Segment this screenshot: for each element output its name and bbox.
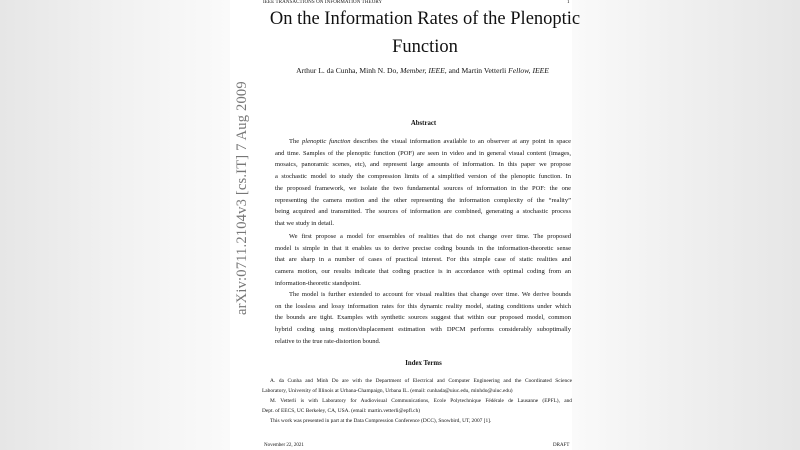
abstract-line: information-theoretic standpoint.: [275, 279, 361, 287]
abstract-line: relative to the true rate-distortion bound.: [275, 337, 381, 345]
abstract-line: the bounds are tight. Examples with synthetic sources suggest that within our proposed model, common: [275, 314, 571, 322]
paper-title-line-1: On the Information Rates of the Plenoptic: [269, 9, 581, 29]
abstract-line: the proposed framework, we isolate the two fundamental sources of information in the POF: the one: [275, 184, 571, 192]
author-names: Arthur L. da Cunha, Minh N. Do,: [296, 66, 399, 75]
footer-status: DRAFT: [553, 443, 570, 448]
footnote-line: This work was presented in part at the Data Compression Conference (DCC), Snowbird, UT, 2007 [1].: [270, 418, 492, 424]
abstract-heading: Abstract: [410, 120, 437, 127]
abstract-line: hybrid coding using motion/displacement estimation with DPCM performs considerably suboptimally: [275, 326, 571, 334]
abstract-line: that are sharp in a number of cases of practical interest. For this simple case of static realities and: [275, 256, 571, 264]
abstract-line: and time. Samples of the plenoptic function (POF) are seen in video and in general visual content (images,: [275, 149, 571, 157]
author-fellow: Fellow, IEEE: [508, 66, 549, 75]
abstract-line: We first propose a model for ensembles of realities that do not change over time. The proposed: [289, 233, 571, 240]
background-left: [0, 0, 230, 450]
footnote-line: Dept. of EECS, UC Berkeley, CA, USA. (email: martin.vetterli@epfl.ch): [262, 407, 421, 414]
authors: [230, 66, 615, 75]
abstract-line: mosaics, panoramic scenes, etc), and represent large amounts of information. In this paper we propose: [275, 161, 571, 169]
footer-date: November 22, 2021: [264, 443, 304, 448]
footnote-line: Laboratory, University of Illinois at Urbana-Champaign, Urbana IL. (email: cunhada@uiuc.edu, minhdo@uiuc.edu): [262, 387, 513, 394]
footnote-line: A. da Cunha and Minh Do are with the Department of Electrical and Computer Engineering and the Coordinated Science: [270, 378, 572, 384]
running-header: IEEE TRANSACTIONS ON INFORMATION THEORY: [263, 0, 383, 5]
abstract-line: a stochastic model to study the compression limits of a simplified version of the plenoptic function. In: [275, 173, 571, 181]
author-and: and Martin Vetterli: [448, 66, 507, 75]
abstract-line: model is simple in that it enables us to derive precise coding bounds in the information-theoretic sense: [275, 244, 571, 252]
abstract-line: The plenoptic function describes the visual information available to an observer at any point in space: [289, 138, 571, 145]
abstract-line: that we study in detail.: [275, 219, 335, 227]
abstract-line: camera motion, our results indicate that coding practice is in accordance with optimal coding from an: [275, 268, 571, 276]
abstract-line: being acquired and transmitted. The sources of information are combined, generating a stochastic process: [275, 208, 571, 216]
footnote-line: M. Vetterli is with Laboratory for Audiovisual Communications, Ecole Polytechnique Fédérale de Lausanne (EPFL), and: [270, 398, 572, 404]
paper-title-line-2: Function: [392, 37, 458, 57]
arxiv-stamp: arXiv:0711.2104v3 [cs.IT] 7 Aug 2009: [234, 81, 250, 315]
abstract-line: The model is further extended to account for visual realities that change over time. We derive bounds: [289, 291, 571, 298]
author-member: Member, IEEE,: [400, 66, 447, 75]
page-number: 1: [567, 0, 570, 5]
abstract-line: on the lossless and lossy information rates for this dynamic reality model, stating conditions under which: [275, 302, 571, 310]
index-terms-heading: Index Terms: [405, 360, 442, 367]
abstract-line: representing the camera motion and the other representing the information complexity of the “reality”: [275, 196, 571, 204]
